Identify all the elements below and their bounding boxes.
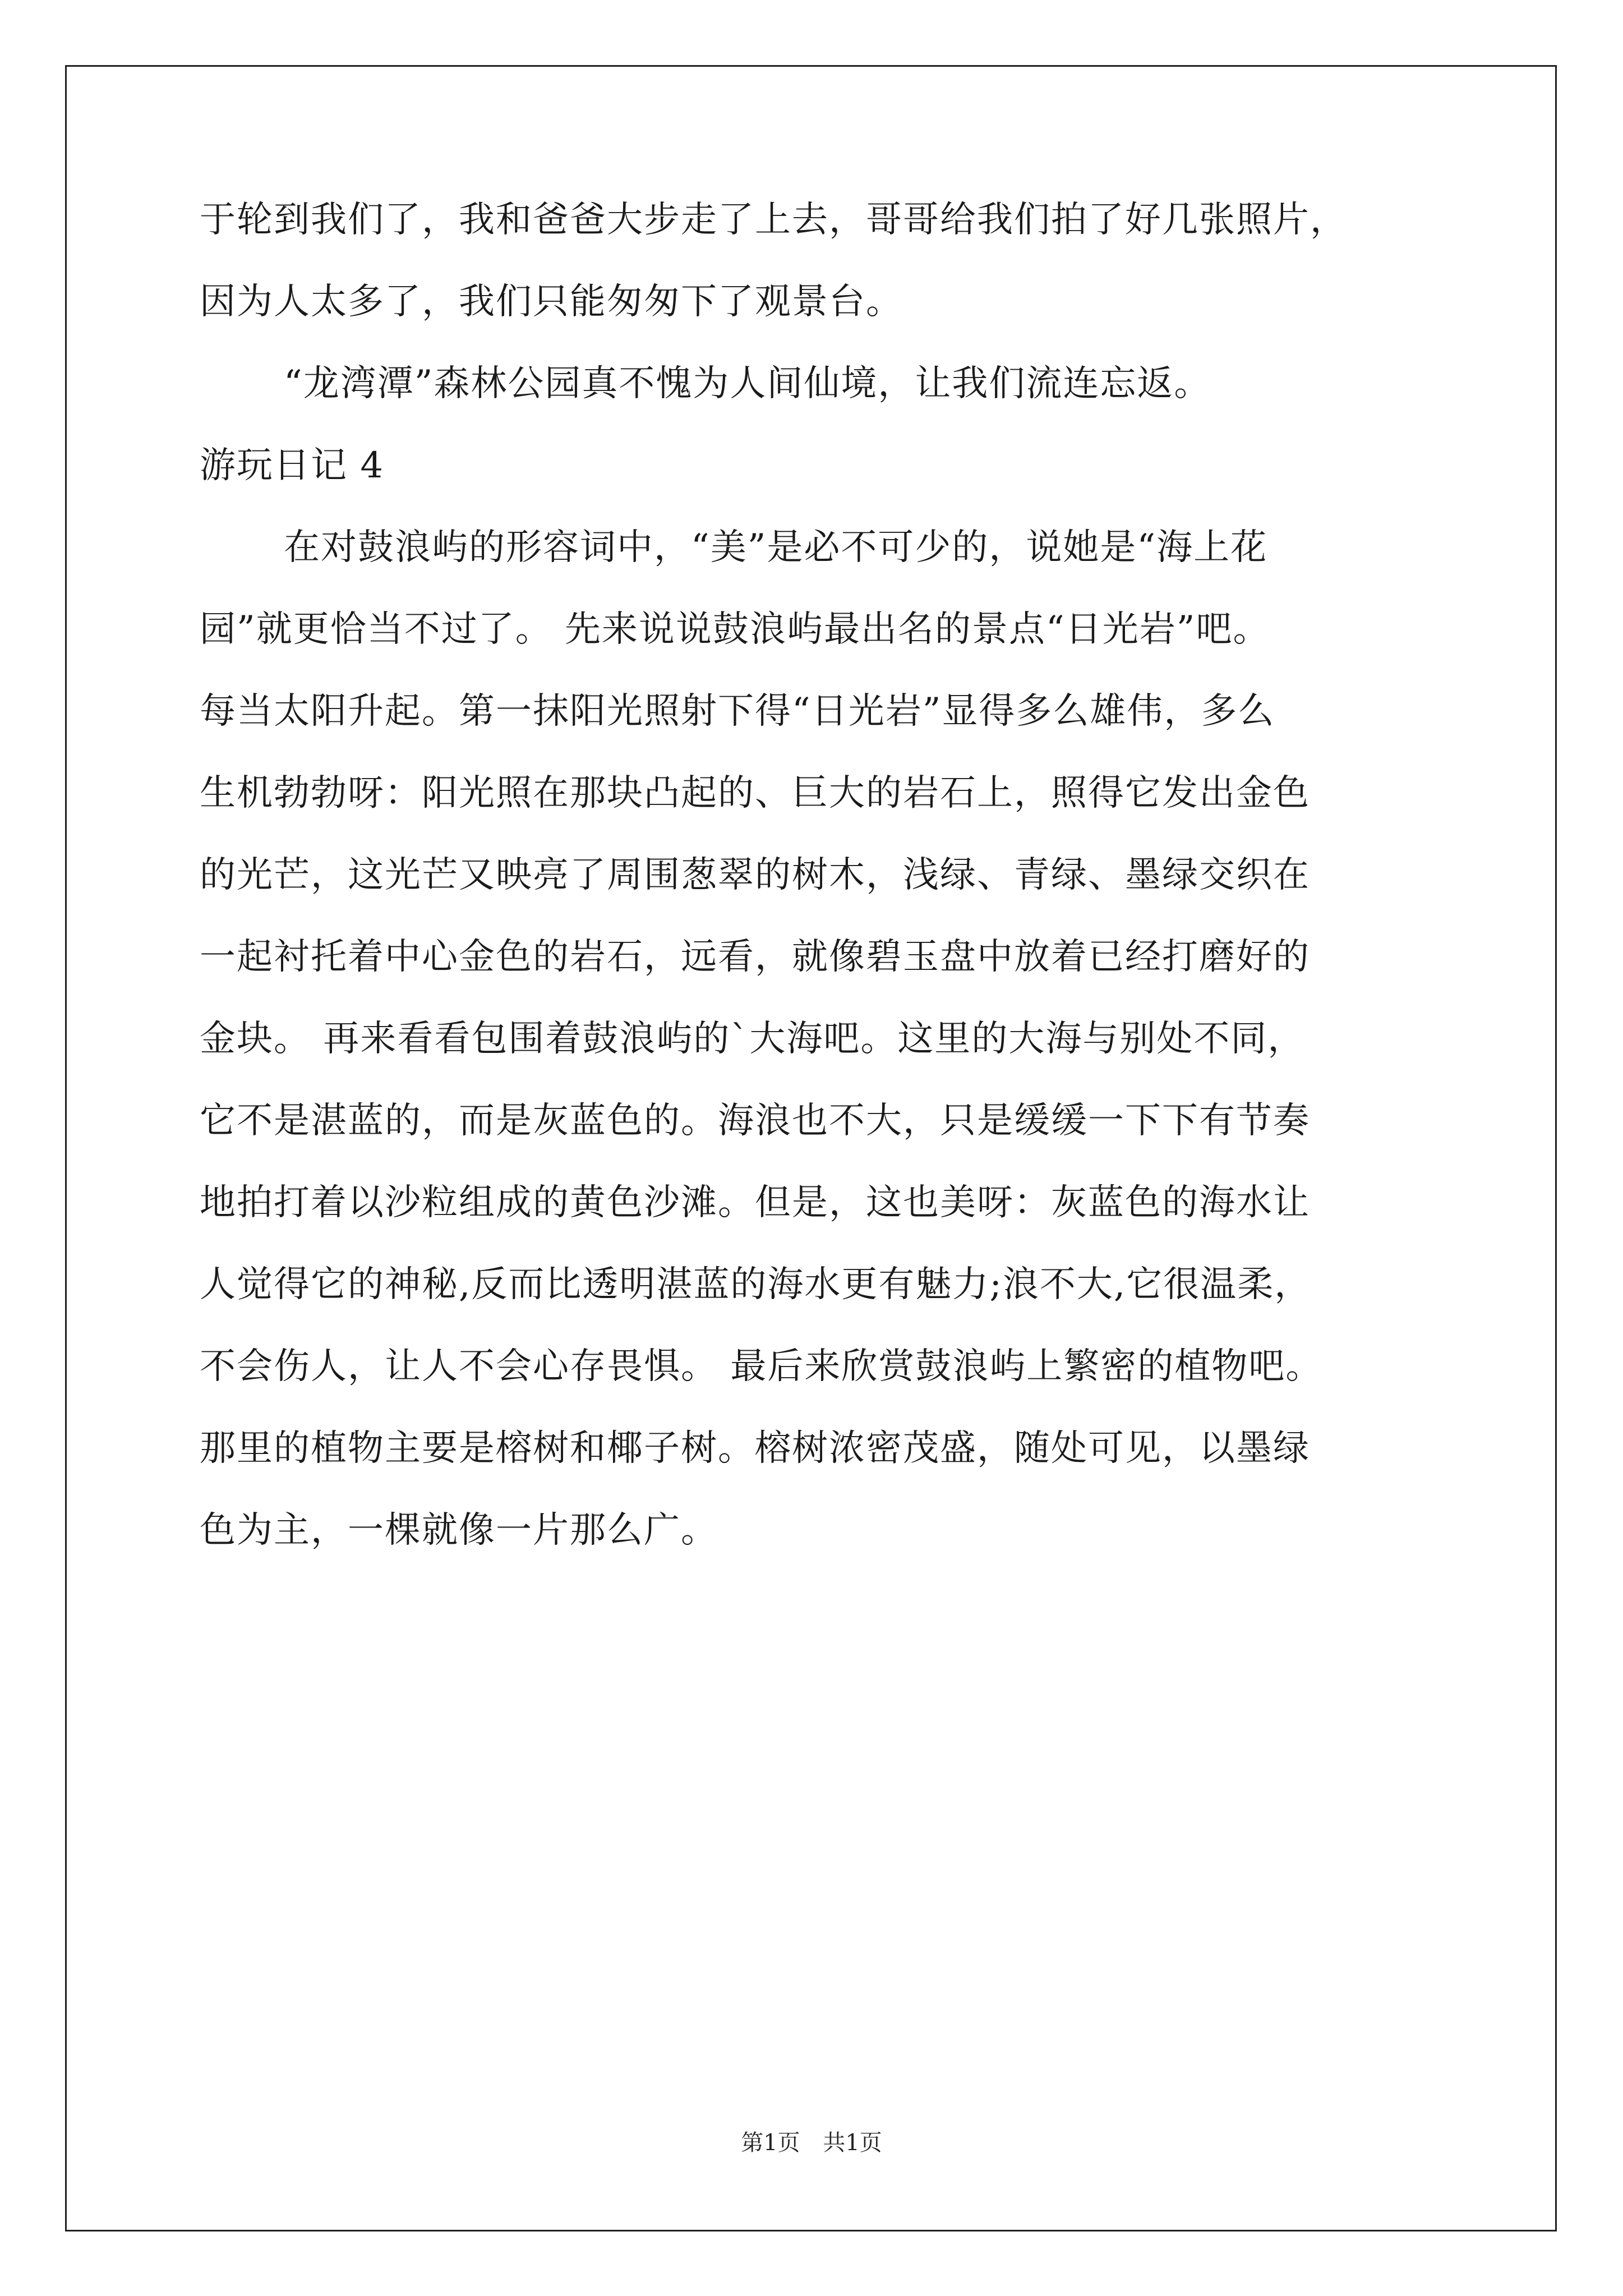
text-line: 地拍打着以沙粒组成的黄色沙滩。但是，这也美呀：灰蓝色的海水让 xyxy=(200,1182,1310,1223)
text-line: 每当太阳升起。第一抹阳光照射下得“日光岩”显得多么雄伟，多么 xyxy=(200,691,1275,732)
paragraph-line: 在对鼓浪屿的形容词中，“美”是必不可少的，说她是“海上花 xyxy=(284,527,1268,568)
text-line: 一起衬托着中心金色的岩石，远看，就像碧玉盘中放着已经打磨好的 xyxy=(200,936,1310,978)
text-line: 园”就更恰当不过了。 先来说说鼓浪屿最出名的景点“日光岩”吧。 xyxy=(200,609,1270,650)
text-line: 于轮到我们了，我和爸爸大步走了上去，哥哥给我们拍了好几张照片， xyxy=(200,199,1347,241)
section-heading: 游玩日记 4 xyxy=(200,445,385,486)
page-footer xyxy=(0,2132,1623,2154)
text-line: 因为人太多了，我们只能匆匆下了观景台。 xyxy=(200,281,903,323)
text-line: 金块。 再来看看包围着鼓浪屿的`大海吧。这里的大海与别处不同， xyxy=(200,1018,1305,1060)
text-line: 它不是湛蓝的，而是灰蓝色的。海浪也不大，只是缓缓一下下有节奏 xyxy=(200,1100,1310,1142)
text-line: 人觉得它的神秘,反而比透明湛蓝的海水更有魅力;浪不大,它很温柔， xyxy=(200,1264,1312,1305)
text-line: 色为主，一棵就像一片那么广。 xyxy=(200,1510,718,1551)
text-line: 的光芒，这光芒又映亮了周围葱翠的树木，浅绿、青绿、墨绿交织在 xyxy=(200,854,1310,896)
paragraph-line: “龙湾潭”森林公园真不愧为人间仙境，让我们流连忘返。 xyxy=(284,363,1211,404)
text-line: 不会伤人，让人不会心存畏惧。 最后来欣赏鼓浪屿上繁密的植物吧。 xyxy=(200,1346,1323,1387)
text-line: 生机勃勃呀：阳光照在那块凸起的、巨大的岩石上，照得它发出金色 xyxy=(200,772,1310,814)
document-body xyxy=(200,199,1445,1594)
page-number: 第1页 xyxy=(741,2130,800,2156)
page-total: 共1页 xyxy=(823,2130,882,2156)
text-line: 那里的植物主要是榕树和椰子树。榕树浓密茂盛，随处可见，以墨绿 xyxy=(200,1428,1310,1469)
